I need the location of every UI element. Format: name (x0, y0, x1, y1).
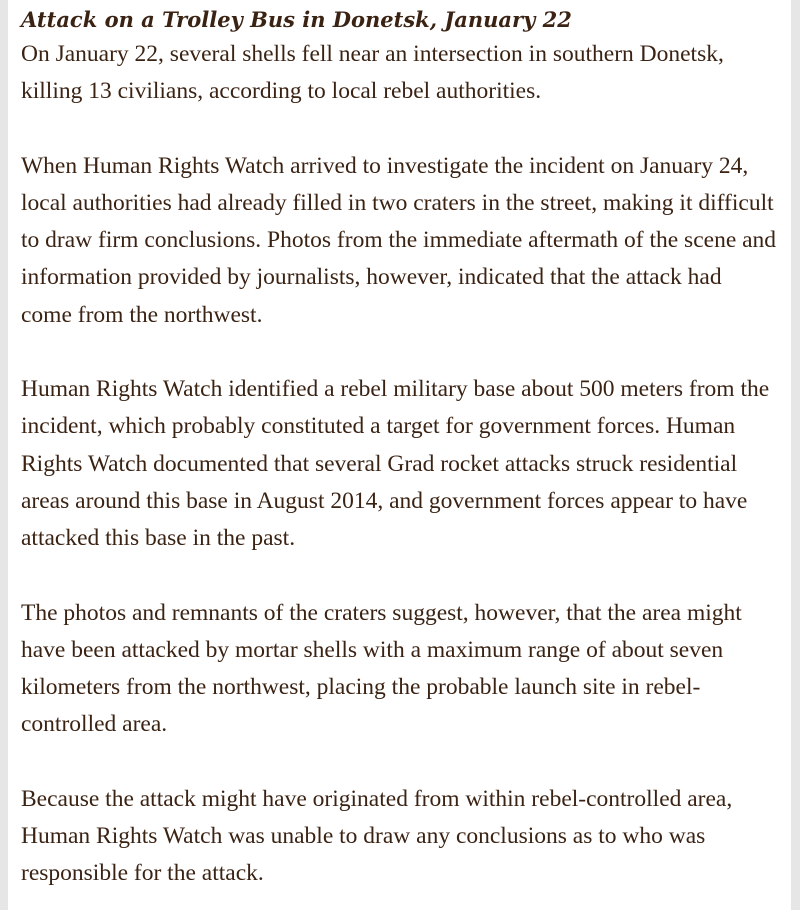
article-page (8, 0, 791, 910)
article-paragraph-2: When Human Rights Watch arrived to investigate the incident on January 24, local authorities had already filled in two craters in the street, making it difficult to draw firm conclusions. Photos from the immediate aftermath of the scene and information provided by journalists, however, indicated that the attack had come from the northwest. (21, 152, 777, 328)
article-paragraph-4: The photos and remnants of the craters suggest, however, that the area might have been attacked by mortar shells with a maximum range of about seven kilometers from the northwest, placing the probable launch site in rebel-controlled area. (21, 599, 742, 738)
article-paragraph-5: Because the attack might have originated from within rebel-controlled area, Human Rights Watch was unable to draw any conclusions as to who was responsible for the attack. (21, 785, 733, 887)
article-paragraph-1: On January 22, several shells fell near an intersection in southern Donetsk, killing 13 civilians, according to local rebel authorities. (21, 41, 724, 105)
article-title: Attack on a Trolley Bus in Donetsk, January 22 (21, 7, 572, 32)
article-paragraph-3: Human Rights Watch identified a rebel military base about 500 meters from the incident, which probably constituted a target for government forces. Human Rights Watch documented that several Grad rocket attacks struck residential areas around this base in August 2014, and government forces appear to have attacked this base in the past. (21, 376, 770, 552)
